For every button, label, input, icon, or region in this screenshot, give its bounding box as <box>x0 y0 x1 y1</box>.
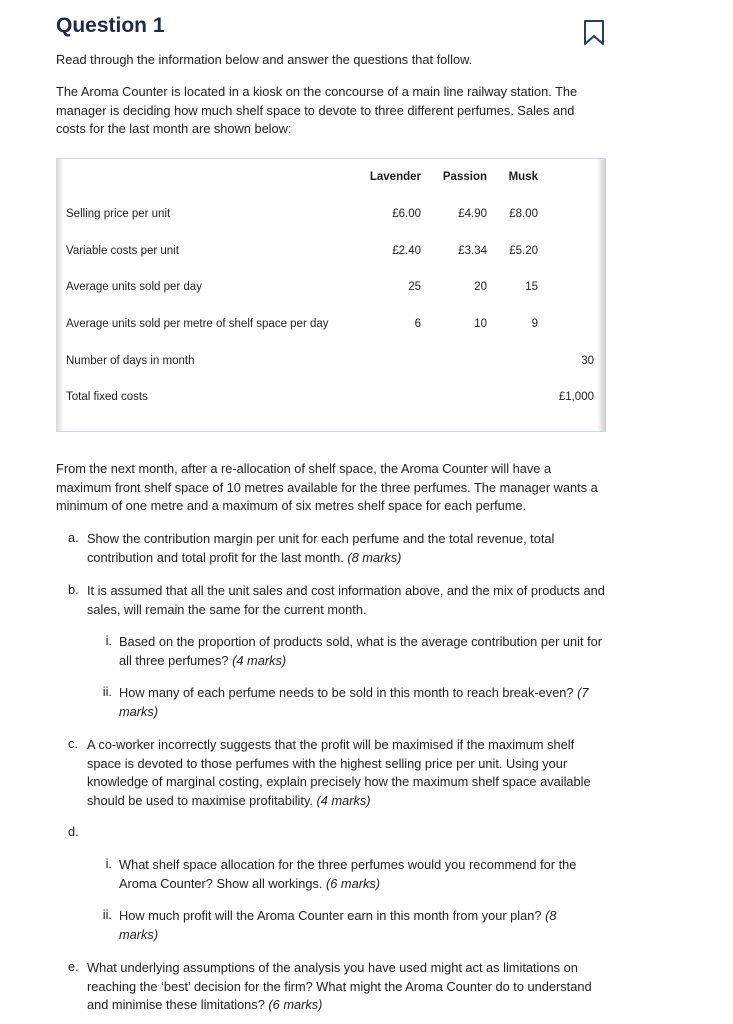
marks: (4 marks) <box>316 792 371 808</box>
subquestion-number: i. <box>105 633 112 648</box>
table-cell: £5.20 <box>509 245 538 257</box>
table-cell: £8.00 <box>509 208 538 220</box>
question-letter: b. <box>68 582 79 597</box>
question-text: Show the contribution margin per unit for each perfume and the total revenue, total contribution and total profit for the last month. <box>87 531 555 565</box>
question-text: Based on the proportion of products sold, what is the average contribution per unit for all three perfumes? <box>119 634 603 668</box>
question-letter: c. <box>68 736 78 751</box>
table-cell: 25 <box>408 281 421 293</box>
question-c <box>87 736 605 810</box>
table-cell: £2.40 <box>392 245 421 257</box>
row-label: Number of days in month <box>66 355 195 367</box>
table-edge-shade <box>56 159 64 431</box>
question-letter: a. <box>68 530 79 545</box>
marks: (8 marks) <box>347 549 402 565</box>
question-b <box>87 582 607 619</box>
subquestion-number: i. <box>105 856 112 871</box>
row-label: Total fixed costs <box>66 391 148 403</box>
row-label: Average units sold per metre of shelf space per day <box>66 318 329 330</box>
next-month-text: From the next month, after a re-allocation of shelf space, the Aroma Counter will have a maximum front shelf space of 10 metres available for the three perfumes. The manager wants a minimum of one metre and a maximum of six metres shelf space for each perfume. <box>56 461 598 513</box>
bookmark-icon[interactable] <box>583 20 605 46</box>
subquestion-number: ii. <box>102 907 112 922</box>
marks: (6 marks) <box>268 997 323 1012</box>
marks: (4 marks) <box>232 652 287 668</box>
question-text: What shelf space allocation for the three perfumes would you recommend for the Aroma Counter? Show all workings. <box>119 857 577 891</box>
table-cell: 6 <box>414 318 421 330</box>
col-header-passion: Passion <box>442 171 487 183</box>
question-text: How much profit will the Aroma Counter earn in this month from your plan? <box>119 908 542 923</box>
table-cell: 9 <box>531 318 538 330</box>
scenario-text: The Aroma Counter is located in a kiosk on the concourse of a main line railway station. The manager is deciding how much shelf space to devote to three different perfumes. Sales and costs for the last month are shown below: <box>56 84 578 136</box>
table-cell: £3.34 <box>458 245 487 257</box>
table-cell: £6.00 <box>392 208 421 220</box>
table-cell: 10 <box>474 318 487 330</box>
question-text: A co-worker incorrectly suggests that the profit will be maximised if the maximum shelf space is devoted to those perfumes with the highest selling price per unit. Using your knowledge of marginal costing, explain precisely how the maximum shelf space available should be used to maximise profitability. <box>87 737 591 808</box>
row-label: Average units sold per day <box>66 281 202 293</box>
question-b-ii <box>119 684 609 721</box>
question-d-i <box>119 856 609 893</box>
question-title: Question 1 <box>56 14 165 37</box>
col-header-musk: Musk <box>508 171 538 183</box>
table-edge-shade <box>597 159 606 431</box>
subquestion-number: ii. <box>102 684 112 699</box>
question-b-i <box>119 633 609 670</box>
row-label: Selling price per unit <box>66 208 171 220</box>
data-table <box>56 158 606 432</box>
question-letter: d. <box>68 824 79 839</box>
table-cell: £1,000 <box>558 391 594 403</box>
table-cell: 20 <box>474 281 487 293</box>
marks: (6 marks) <box>325 875 381 891</box>
table-cell: 30 <box>581 355 594 367</box>
question-d-ii <box>119 907 599 944</box>
question-text: What underlying assumptions of the analysis you have used might act as limitations on reaching the ‘best’ decision for the firm? What might the Aroma Counter do to understand and minimise these limitations? <box>87 960 592 1012</box>
table-cell: £4.90 <box>458 208 487 220</box>
question-letter: e. <box>68 959 79 974</box>
question-text: How many of each perfume needs to be sold in this month to reach break-even? <box>119 685 574 700</box>
intro-text: Read through the information below and answer the questions that follow. <box>56 52 473 67</box>
question-a <box>87 530 597 567</box>
marks: (7 marks) <box>119 685 589 719</box>
row-label: Variable costs per unit <box>66 245 179 257</box>
table-cell: 15 <box>525 281 538 293</box>
col-header-lavender: Lavender <box>369 171 421 183</box>
question-e <box>87 959 609 1015</box>
marks: (8 marks) <box>119 908 557 942</box>
question-text: It is assumed that all the unit sales and cost information above, and the mix of products and sales, will remain the same for the current month. <box>87 583 605 617</box>
